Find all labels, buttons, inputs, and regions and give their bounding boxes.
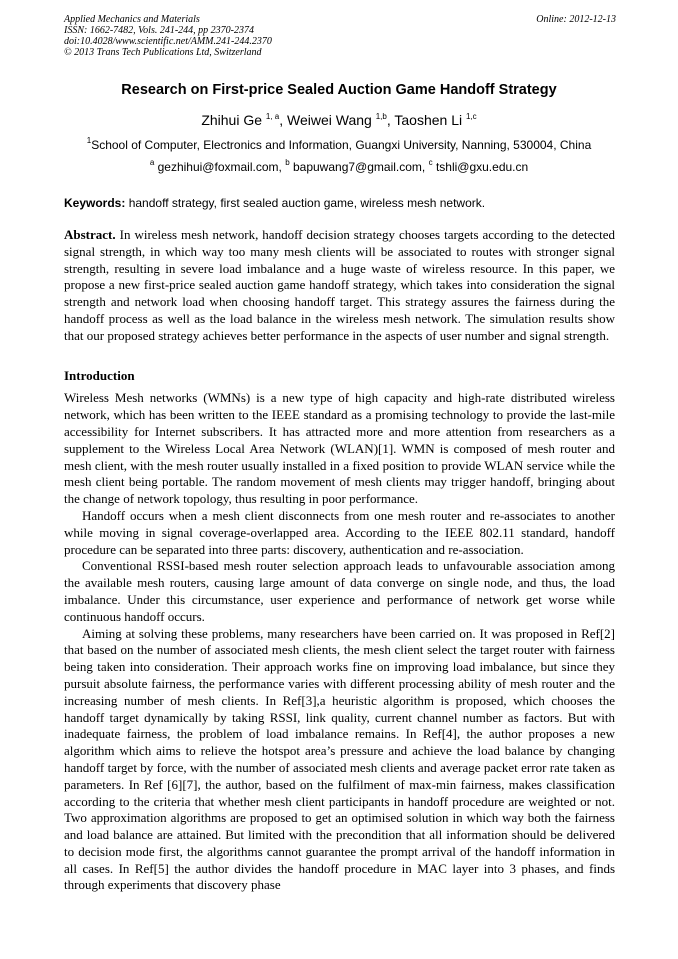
- issn-line: ISSN: 1662-7482, Vols. 241-244, pp 2370-2374: [64, 25, 254, 36]
- email-address: tshli@gxu.edu.cn: [435, 160, 529, 174]
- abstract-text: In wireless mesh network, handoff decision strategy chooses targets according to the detected signal strength, in which way too many mesh clients will be associated to routes with stronger signal strength, resulting in severe load imbalance and a huge waste of wireless resource. In this paper, we propose a new first-price sealed auction game handoff strategy, which takes into consideration the signal strength and network load when choosing handoff target. This strategy assures the fairness during the handoff process as well as the load balance in the wireless mesh network. The simulation results show that our proposed strategy achieves better performance in the aspects of user number and signal strength.: [64, 227, 616, 343]
- author-affil-mark: 1, a: [265, 112, 280, 121]
- intro-paragraph: Aiming at solving these problems, many researchers have been carried on. It was proposed in Ref[2] that based on the number of associated mesh clients, the mesh client select the target router with fairness being taken into consideration. Their approach works fine on improving load imbalance, but since they pursuit absolute fairness, the performance varies with different processing ability of mesh router and the increasing number of mesh clients. In Ref[3],a heuristic algorithm is proposed, which chooses the handoff target dynamically by taking RSSI, link quality, current channel number as factors. But with inadequate fairness, the problem of load imbalance remains. In Ref[4], the author proposes a new algorithm which aims to relieve the hotspot area’s pressure and achieve the load balance by changing handoff target by force, with the number of associated mesh clients and average packet error rate taken as parameters. In Ref [6][7], the author, based on the fulfilment of max-min fairness, makes classification according to the criteria that whether mesh client participants in handoff procedure are weighted or not. Two approximation algorithms are proposed to get an optimised solution in which way both the fairness and load balance are attained. But limited with the precondition that all information should be delivered to decision mode first, the algorithms cannot guarantee the prompt arrival of the handoff information in all cases. In Ref[5] the author divides the handoff procedure in MAC layer into 3 phases, and finds through experiments that discovery phase: [64, 625, 615, 893]
- affiliation-mark: 1: [86, 136, 92, 145]
- keywords-label: Keywords:: [64, 196, 126, 210]
- author-list: Zhihui Ge $^{1, a}$, Weiwei Wang $^{1,b}$, Taoshen Li $^{1,c}$: [201, 112, 477, 128]
- author-affil-mark: 1,c: [466, 112, 477, 121]
- author-name: Taoshen Li: [394, 112, 463, 128]
- paper-title: Research on First-price Sealed Auction Game Handoff Strategy: [121, 82, 557, 98]
- email-address: gezhihui@foxmail.com,: [157, 160, 282, 174]
- abstract-label: Abstract.: [64, 227, 116, 242]
- keywords: [64, 196, 616, 210]
- keywords-text: handoff strategy, first sealed auction game, wireless mesh network.: [128, 196, 486, 210]
- author-name: Zhihui Ge: [201, 112, 263, 128]
- intro-paragraph: Conventional RSSI-based mesh router selection approach leads to unfavourable association among the available mesh routers, causing large amount of data converge on single node, and thus, the load imbalance. Under this circumstance, user experience and performance of network get worse while continuous handoff occurs.: [64, 558, 615, 624]
- journal-header: [64, 14, 616, 58]
- online-date: Online: 2012-12-13: [536, 14, 616, 25]
- journal-name: Applied Mechanics and Materials: [64, 14, 200, 25]
- intro-paragraph: Handoff occurs when a mesh client disconnects from one mesh router and re-associates to another while moving in signal coverage-overlapped area. According to the IEEE 802.11 standard, handoff procedure can be separated into three parts: discovery, authentication and re-association.: [64, 507, 615, 557]
- email-address: bapuwang7@gmail.com,: [292, 160, 426, 174]
- affiliation-text: School of Computer, Electronics and Information, Guangxi University, Nanning, 530004, China: [91, 138, 592, 152]
- author-name: Weiwei Wang: [287, 112, 372, 128]
- abstract: [64, 227, 615, 345]
- section-heading-introduction: Introduction: [64, 367, 135, 383]
- affiliation: [40, 138, 638, 152]
- copyright-line: © 2013 Trans Tech Publications Ltd, Switzerland: [64, 47, 262, 58]
- email-mark: b: [285, 158, 290, 167]
- email-mark: a: [149, 158, 155, 167]
- email-list: [40, 160, 638, 174]
- doi-line: doi:10.4028/www.scientific.net/AMM.241-244.2370: [64, 36, 272, 47]
- intro-paragraph: Wireless Mesh networks (WMNs) is a new type of high capacity and high-rate distributed wireless network, which has been written to the IEEE standard as a promising technology to provide the last-mile accessibility for Internet subscribers. It has attracted more and more attention from researchers as a supplement to the Wireless Local Area Network (WLAN)[1]. WMN is composed of mesh router and mesh client, with the mesh router usually installed in a fixed position to provide WLAN service while the mesh client being portable. The random movement of mesh clients may trigger handoff, bringing about the change of network topology, thus resulting in poor performance.: [64, 390, 615, 507]
- paper-body: [64, 227, 615, 894]
- email-mark: c: [428, 158, 433, 167]
- author-affil-mark: 1,b: [375, 112, 387, 121]
